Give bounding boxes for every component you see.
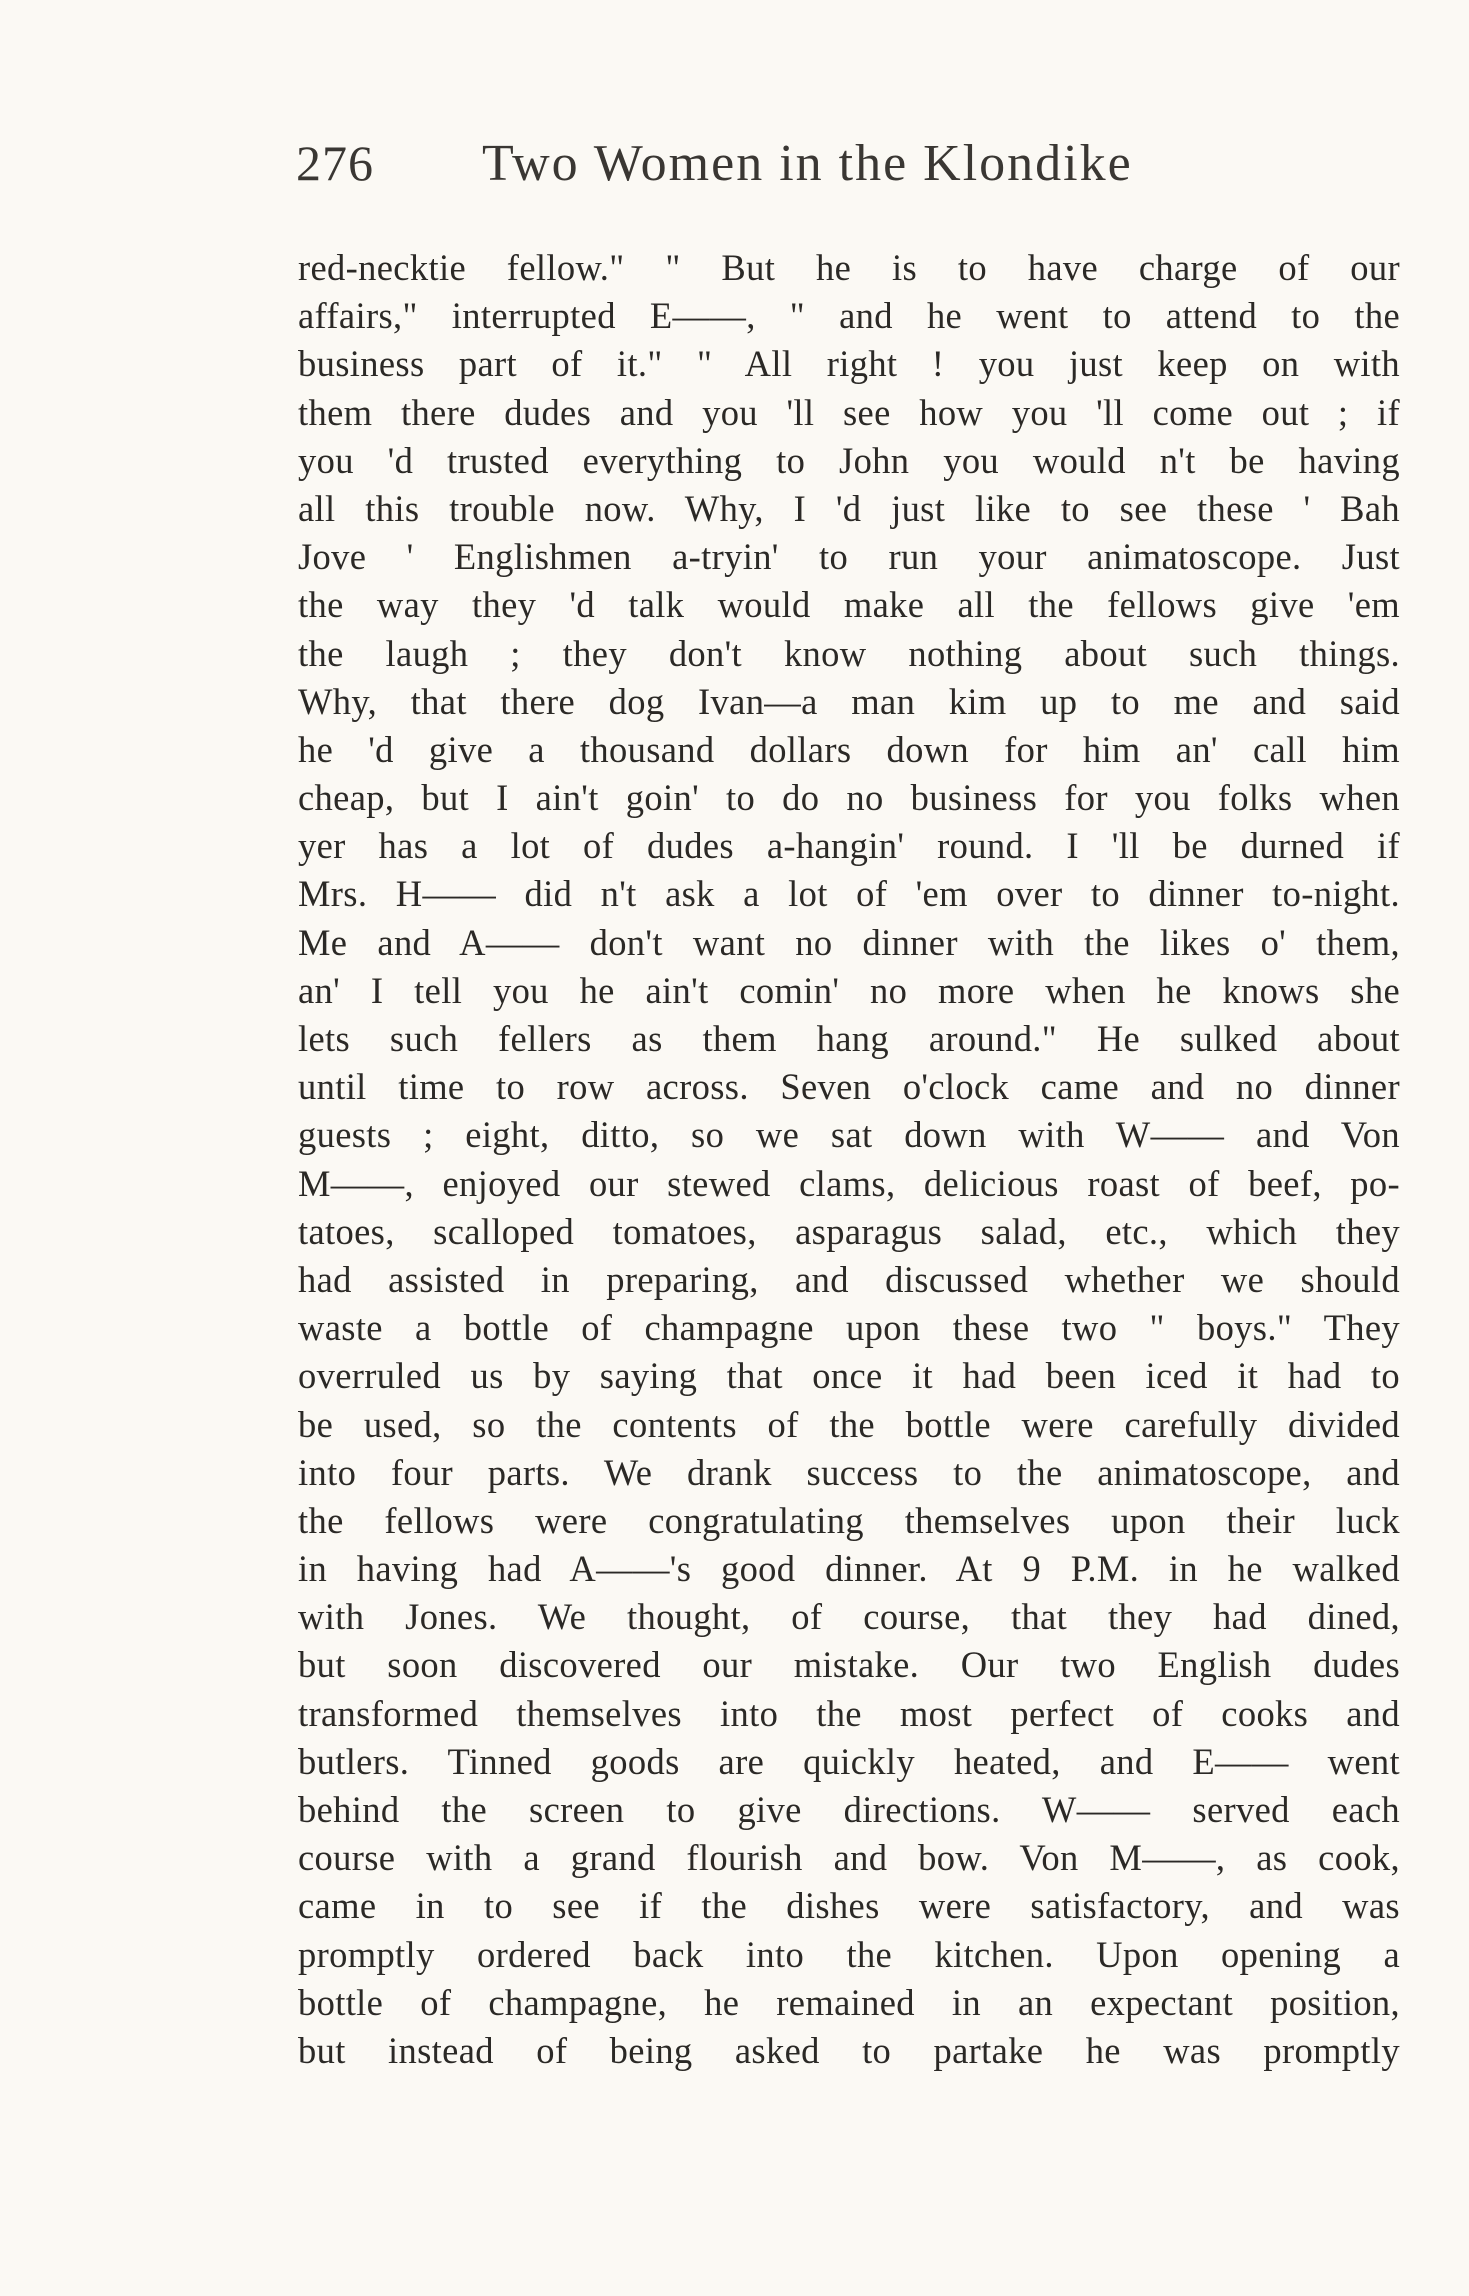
text-line: course with a grand flourish and bow. Von M——, as cook, xyxy=(298,1837,1400,1879)
text-line: be used, so the contents of the bottle were carefully divided xyxy=(298,1403,1400,1445)
body-text xyxy=(298,244,1400,2075)
text-line: Mrs. H—— did n't ask a lot of 'em over to dinner to-night. xyxy=(298,873,1400,915)
text-line: the laugh ; they don't know nothing about such things. xyxy=(298,632,1400,674)
text-line: in having had A——'s good dinner. At 9 P.M. in he walked xyxy=(298,1548,1400,1590)
text-line: overruled us by saying that once it had been iced it had to xyxy=(298,1355,1400,1397)
text-line: behind the screen to give directions. W—— served each xyxy=(298,1789,1400,1830)
text-line: but soon discovered our mistake. Our two English dudes xyxy=(298,1644,1400,1686)
text-line: but instead of being asked to partake he was promptly xyxy=(298,2029,1400,2071)
text-line: had assisted in preparing, and discussed whether we should xyxy=(298,1258,1400,1300)
page-number: 276 xyxy=(296,135,374,191)
text-line: cheap, but I ain't goin' to do no business for you folks when xyxy=(298,777,1400,819)
text-line: bottle of champagne, he remained in an expectant position, xyxy=(298,1981,1400,2023)
text-line: an' I tell you he ain't comin' no more when he knows she xyxy=(298,969,1400,1011)
text-line: transformed themselves into the most perfect of cooks and xyxy=(298,1692,1400,1734)
text-line: you 'd trusted everything to John you would n't be having xyxy=(298,439,1400,481)
text-line: Jove ' Englishmen a-tryin' to run your animatoscope. Just xyxy=(298,536,1400,578)
text-line: them there dudes and you 'll see how you 'll come out ; if xyxy=(298,391,1400,433)
text-line: into four parts. We drank success to the animatoscope, and xyxy=(298,1451,1400,1493)
text-line: with Jones. We thought, of course, that they had dined, xyxy=(298,1596,1400,1638)
page-header xyxy=(296,128,1226,208)
text-line: waste a bottle of champagne upon these two " boys." They xyxy=(298,1307,1400,1349)
text-line: M——, enjoyed our stewed clams, delicious roast of beef, po- xyxy=(298,1162,1400,1204)
text-line: yer has a lot of dudes a-hangin' round. I 'll be durned if xyxy=(298,825,1400,867)
text-line: all this trouble now. Why, I 'd just like to see these ' Bah xyxy=(298,487,1400,529)
text-line: he 'd give a thousand dollars down for him an' call him xyxy=(298,728,1400,770)
running-title: Two Women in the Klondike xyxy=(482,135,1133,192)
text-line: tatoes, scalloped tomatoes, asparagus salad, etc., which they xyxy=(298,1210,1400,1252)
text-line: promptly ordered back into the kitchen. Upon opening a xyxy=(298,1933,1400,1975)
text-line: affairs," interrupted E——, " and he went to attend to the xyxy=(298,295,1400,337)
text-line: until time to row across. Seven o'clock came and no dinner xyxy=(298,1066,1400,1108)
text-line: the way they 'd talk would make all the fellows give 'em xyxy=(298,584,1400,626)
text-line: business part of it." " All right ! you just keep on with xyxy=(298,343,1400,385)
text-line: came in to see if the dishes were satisfactory, and was xyxy=(298,1885,1400,1927)
text-line: Me and A—— don't want no dinner with the likes o' them, xyxy=(298,921,1400,963)
text-line: Why, that there dog Ivan—a man kim up to me and said xyxy=(298,680,1400,722)
text-line: butlers. Tinned goods are quickly heated, and E—— went xyxy=(298,1740,1400,1782)
text-line: the fellows were congratulating themselves upon their luck xyxy=(298,1499,1400,1541)
text-line: lets such fellers as them hang around." He sulked about xyxy=(298,1018,1400,1059)
text-line: guests ; eight, ditto, so we sat down with W—— and Von xyxy=(298,1114,1400,1156)
text-line: red-necktie fellow." " But he is to have charge of our xyxy=(298,247,1400,288)
